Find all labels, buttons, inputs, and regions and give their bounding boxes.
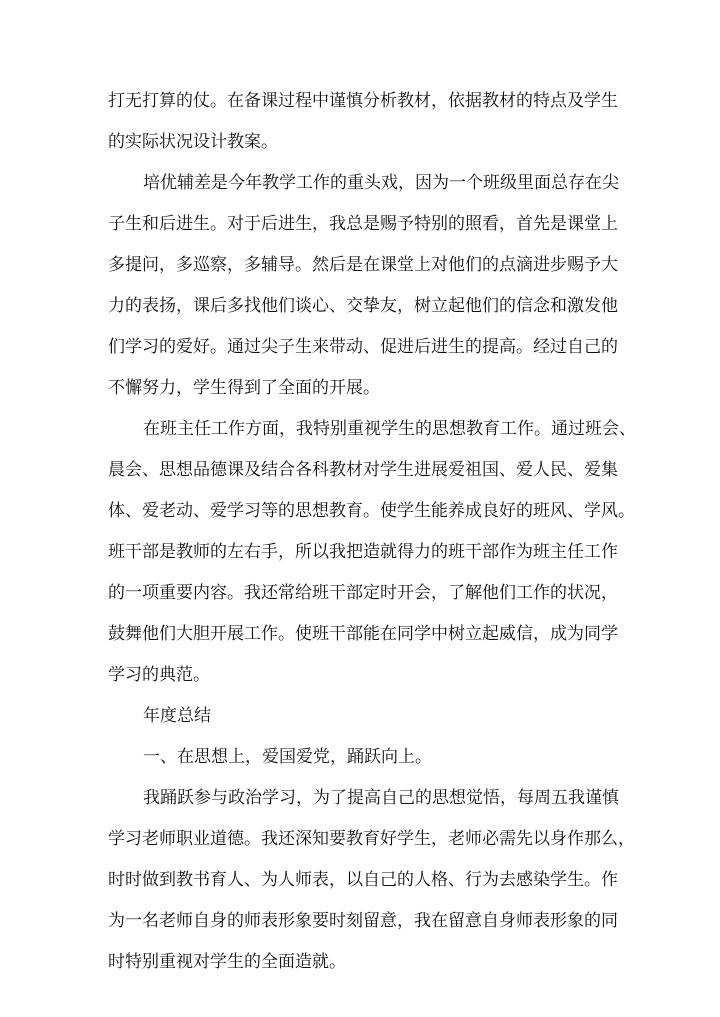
text-line: 打无打算的仗。在备课过程中谨慎分析教材，依据教材的特点及学生 (108, 91, 618, 111)
paragraph-start-line: 我踊跃参与政治学习，为了提高自己的思想觉悟，每周五我谨慎 (143, 788, 619, 808)
text-line: 的一项重要内容。我还常给班干部定时开会，了解他们工作的状况， (108, 583, 618, 603)
text-line: 时时做到教书育人、为人师表，以自己的人格、行为去感染学生。作 (108, 870, 618, 890)
text-line: 子生和后进生。对于后进生，我总是赐予特别的照看，首先是课堂上 (108, 214, 618, 234)
paragraph-start-line: 培优辅差是今年教学工作的重头戏，因为一个班级里面总存在尖 (143, 173, 619, 193)
text-line: 体、爱老动、爱学习等的思想教育。使学生能养成良好的班风、学风。 (108, 501, 635, 521)
section-heading: 年度总结 (143, 706, 211, 726)
text-line: 时特别重视对学生的全面造就。 (108, 952, 346, 972)
subsection-heading: 一、在思想上，爱国爱党，踊跃向上。 (143, 747, 432, 767)
text-line: 鼓舞他们大胆开展工作。使班干部能在同学中树立起威信，成为同学 (108, 624, 618, 644)
text-line: 的实际状况设计教案。 (108, 132, 278, 152)
text-line: 为一名老师自身的师表形象要时刻留意，我在留意自身师表形象的同 (108, 911, 618, 931)
text-line: 班干部是教师的左右手，所以我把造就得力的班干部作为班主任工作 (108, 542, 618, 562)
text-line: 晨会、思想品德课及结合各科教材对学生进展爱祖国、爱人民、爱集 (108, 460, 618, 480)
text-line: 力的表扬，课后多找他们谈心、交挚友，树立起他们的信念和激发他 (108, 296, 618, 316)
text-line: 们学习的爱好。通过尖子生来带动、促进后进生的提高。经过自己的 (108, 337, 618, 357)
text-line: 多提问，多巡察，多辅导。然后是在课堂上对他们的点滴进步赐予大 (108, 255, 618, 275)
text-line: 学习老师职业道德。我还深知要教育好学生，老师必需先以身作那么， (108, 829, 635, 849)
text-line: 学习的典范。 (108, 665, 210, 685)
text-line: 不懈努力，学生得到了全面的开展。 (108, 378, 380, 398)
paragraph-start-line: 在班主任工作方面，我特别重视学生的思想教育工作。通过班会、 (143, 419, 636, 439)
